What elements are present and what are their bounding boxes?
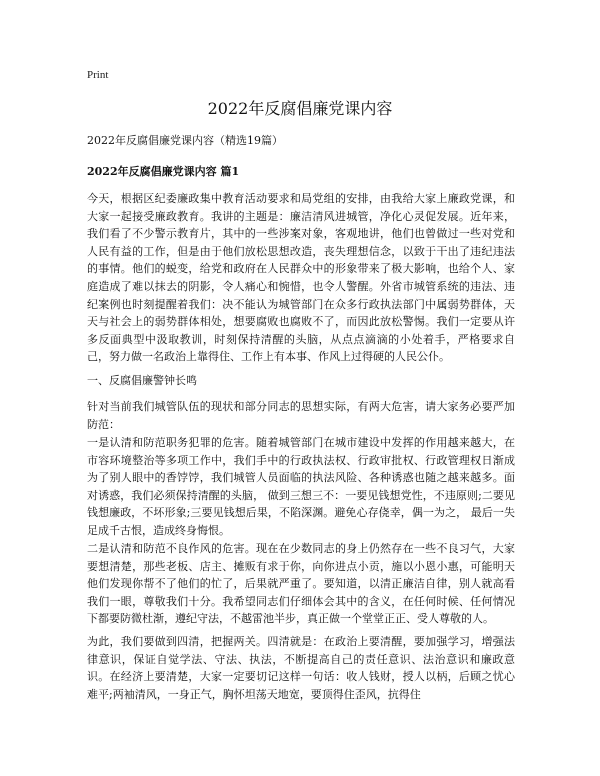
paragraph-duty-crime: 一是认清和防范职务犯罪的危害。随着城管部门在城市建设中发挥的作用越来越大，在市容环境整治等多项工作中，我们手中的行政执法权、行政审批权、行政管理权日渐成为了别人眼中的香饽饽，我们城管人员面临的执法风险、各种诱惑也随之越来越多。面对诱惑，我们必须保持清醒的头脑， 做到三想三不：一要见钱想党性，不违原则;二要见钱想廉政，不坏形象;三要见钱想后果，不陷深渊。避免心存侥幸，偶一为之， 最后一失足成千古恨，造成终身悔恨。 — [87, 436, 515, 537]
paragraph-intro: 今天，根据区纪委廉政集中教育活动要求和局党组的安排，由我给大家上廉政党课，和大家一起接受廉政教育。我讲的主题是：廉洁清风进城管，净化心灵促发展。近年来，我们看了不少警示教育片，其中的一些涉案对象，客观地讲，他们也曾做过一些对党和人民有益的工作，但是由于他们放松思想改造，丧失理想信念，以致于干出了违纪违法的事情。他们的蜕变，给党和政府在人民群众中的形象带来了极大影响，也给个人、家庭造成了难以抹去的阴影，令人痛心和惋惜，也令人警醒。外省市城管系统的违法、违纪案例也时刻提醒着我们：决不能认为城管部门在众多行政执法部门中属弱势群体，天天与社会上的弱势群体相处，想要腐败也腐败不了，而因此放松警惕。我们一定要从许多反面典型中汲取教训，时刻保持清醒的头脑，从点点滴滴的小处着手，严格要求自己，努力做一名政治上靠得住、工作上有本事、作风上过得硬的人民公仆。 — [87, 192, 515, 364]
paragraph-bad-style: 二是认清和防范不良作风的危害。现在在少数同志的身上仍然存在一些不良习气，大家要想清楚，那些老板、店主、摊贩有求于你，向你进点小贡，施以小恩小惠，可能明天他们发现你帮不了他们的忙了，后果就严重了。要知道，以清正廉洁自律，别人就高看我们一眼，尊敬我们十分。我希望同志们仔细体会其中的含义，在任何时候、任何情况下都要防微杜渐，遵纪守法，不越雷池半步，真正做一个堂堂正正、受人尊敬的人。 — [87, 542, 515, 626]
paragraph-four-clears: 为此，我们要做到四清，把握两关。四清就是：在政治上要清醒，要加强学习，增强法律意识，保证自觉学法、守法、执法，不断提高自己的责任意识、法治意识和廉政意识。在经济上要清楚，大家一定要切记这样一句话：收人钱财，授人以柄，后顾之忧心难平;两袖清风，一身正气，胸怀坦荡天地宽，要顶得住歪风，抗得住 — [87, 635, 515, 701]
print-link[interactable]: Print — [87, 69, 109, 81]
paragraph-two-dangers: 针对当前我们城管队伍的现状和部分同志的思想实际，有两大危害，请大家务必要严加防范： — [87, 400, 515, 431]
subheading-warning-bell: 一、反腐倡廉警钟长鸣 — [87, 374, 197, 387]
document-subtitle: 2022年反腐倡廉党课内容（精选19篇） — [87, 134, 283, 147]
section-heading: 2022年反腐倡廉党课内容 篇1 — [87, 165, 240, 178]
document-title: 2022年反腐倡廉党课内容 — [207, 99, 393, 118]
